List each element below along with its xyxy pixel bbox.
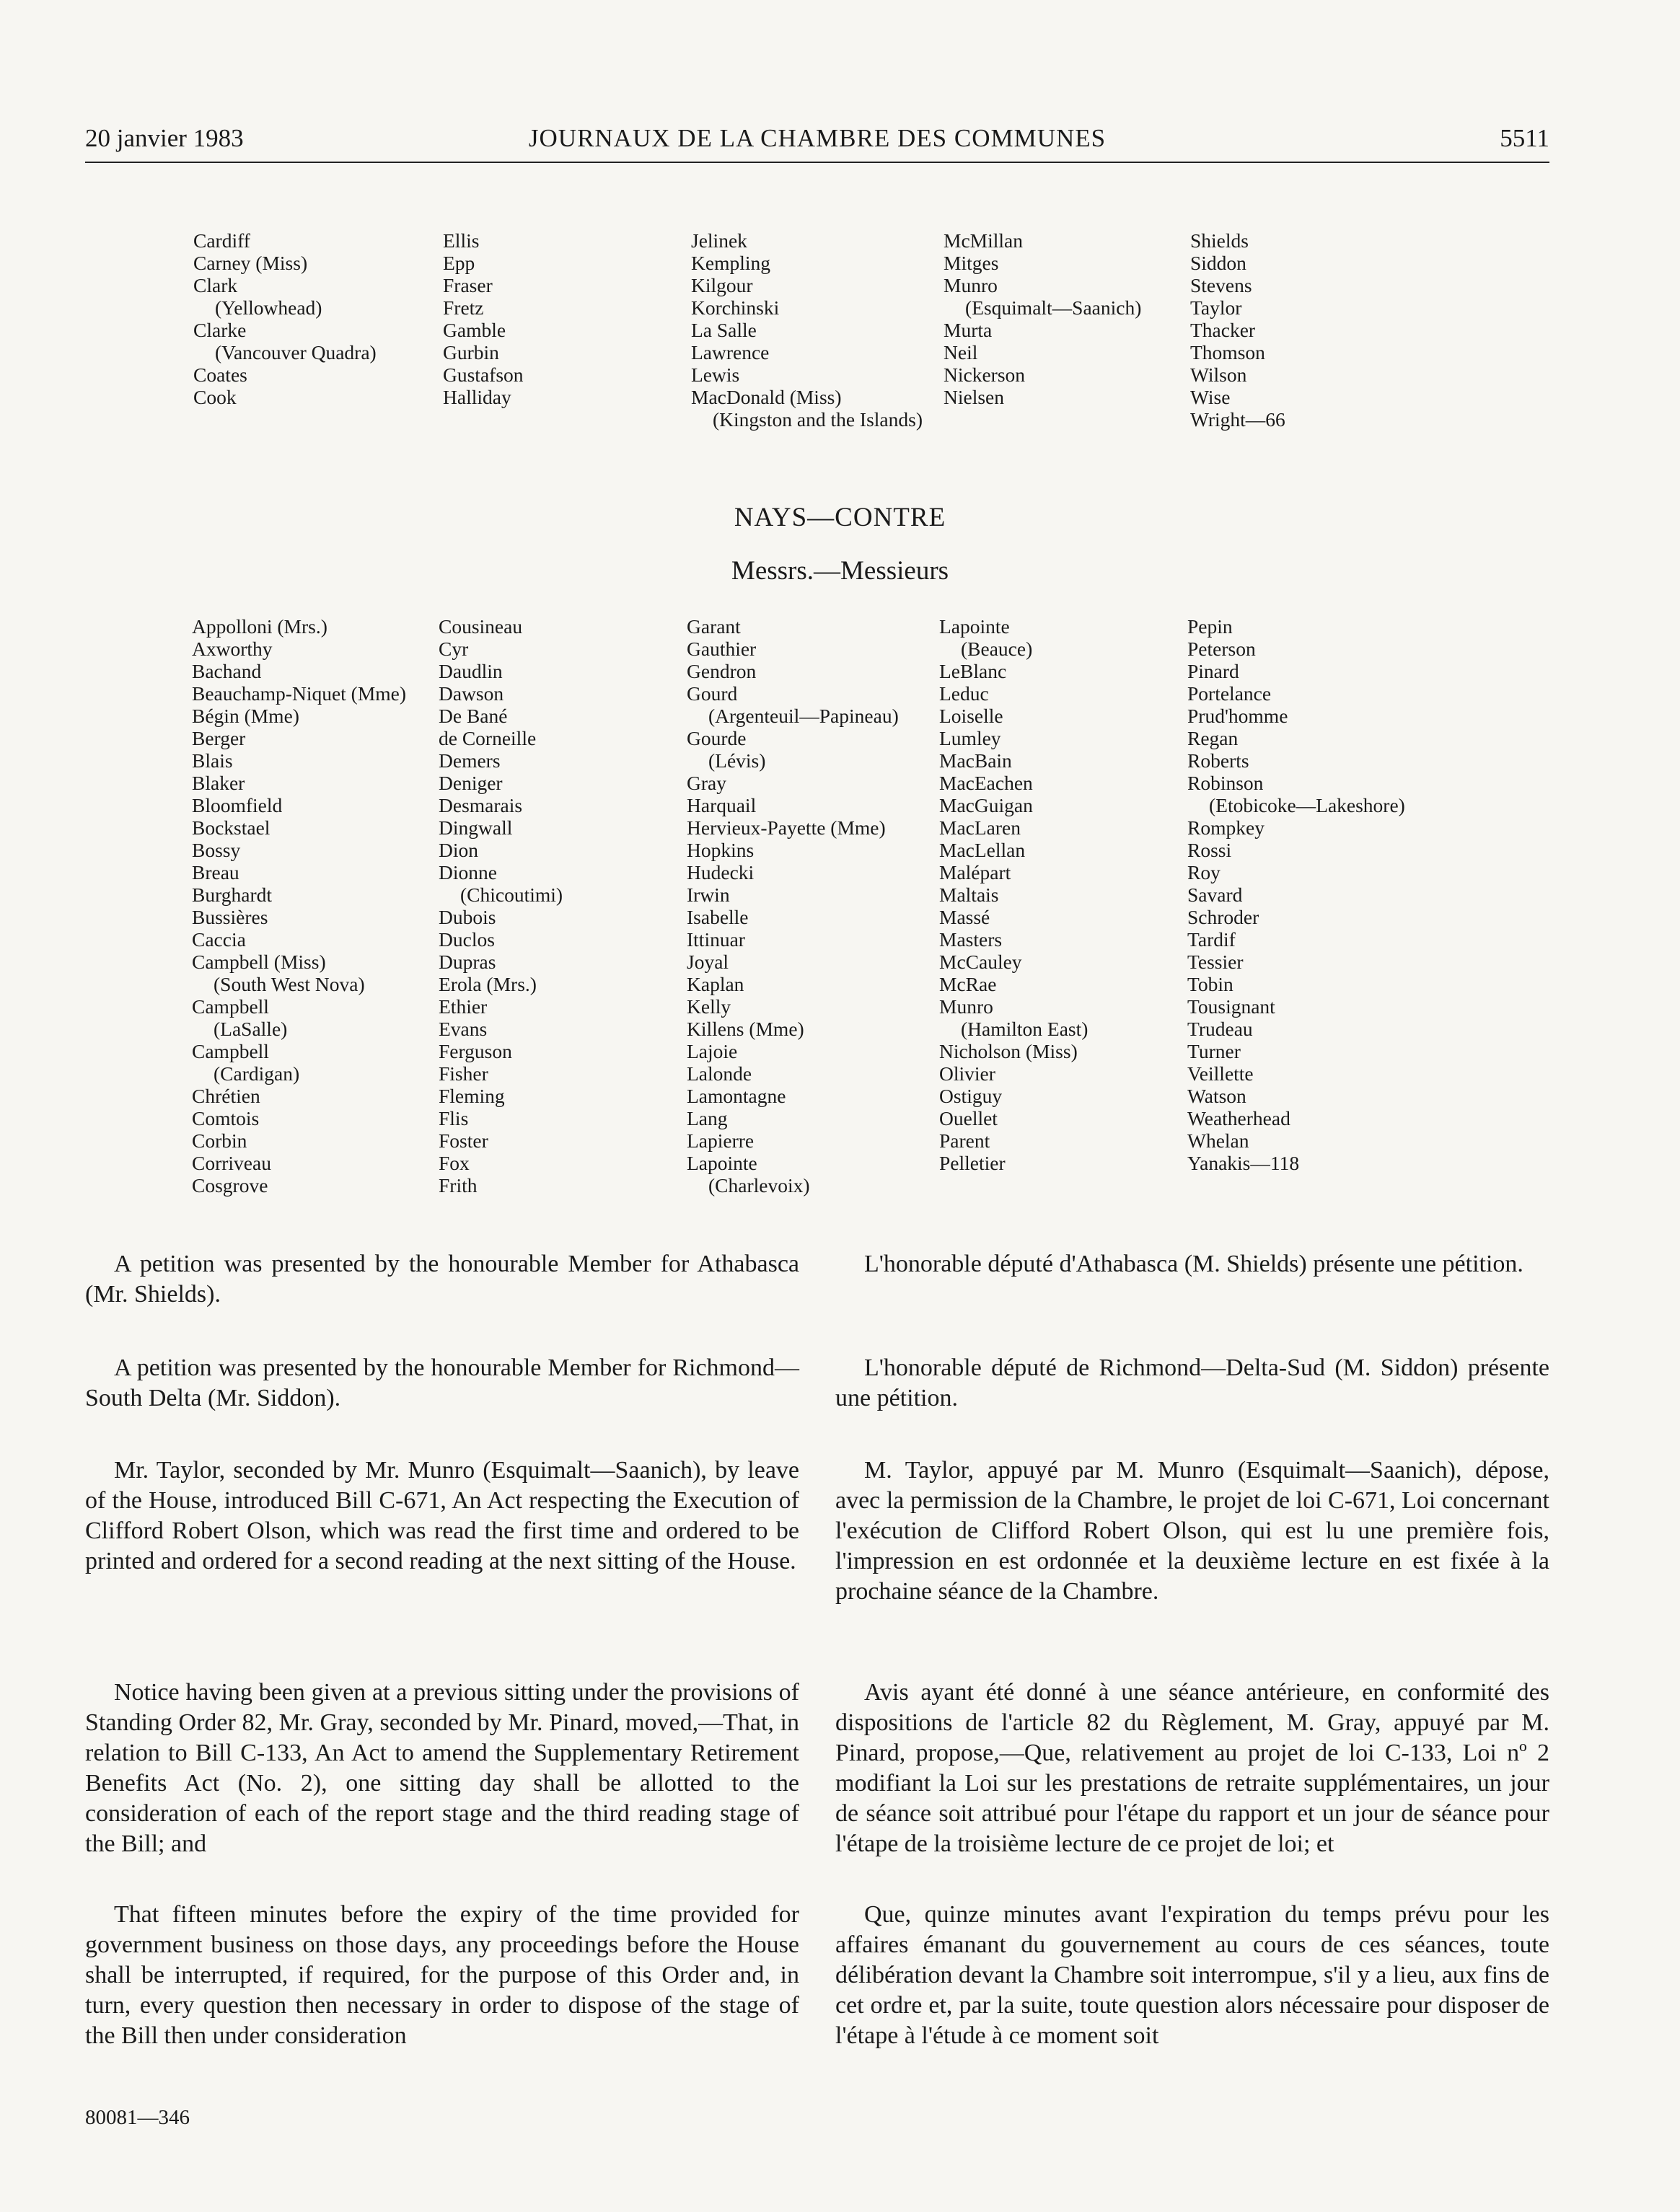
member-name: Desmarais [439,794,523,816]
member-name: Demers [439,749,501,772]
member-name: Appolloni (Mrs.) [192,615,327,638]
member-name: Leduc [939,682,989,705]
member-name: McCauley [939,951,1022,973]
member-name: Tessier [1187,951,1244,973]
nays-column [939,615,1088,1174]
member-name: Roy [1187,861,1221,884]
member-name: Pepin [1187,615,1233,638]
member-name: Pinard [1187,660,1239,682]
member-name: Malépart [939,861,1011,884]
member-name: Gourde [687,727,747,749]
member-name: Gauthier [687,638,757,660]
member-name: Kelly [687,995,731,1018]
member-name: Cardiff [193,229,250,252]
member-name: Epp [443,252,475,274]
member-name: Gray [687,772,726,794]
member-name: Rompkey [1187,816,1265,839]
yeas-column [944,229,1141,408]
nays-list [0,615,1680,1207]
member-name: (Chicoutimi) [460,884,563,906]
member-name: Rossi [1187,839,1232,861]
member-name: Korchinski [691,296,780,319]
paragraph-fr: L'honorable député d'Athabasca (M. Shields) présente une pétition. [864,1251,1523,1277]
member-name: Neil [944,341,978,363]
member-name: Watson [1187,1085,1246,1107]
member-name: Cosgrove [192,1174,268,1197]
member-name: Lapointe [939,615,1010,638]
nays-column [687,615,899,1197]
member-name: Hopkins [687,839,755,861]
member-name: Tobin [1187,973,1233,995]
member-name: (Cardigan) [214,1062,300,1085]
member-name: Clarke [193,319,247,341]
member-name: Mitges [944,252,999,274]
member-name: Dion [439,839,478,861]
member-name: Berger [192,727,246,749]
member-name: Thomson [1190,341,1265,363]
member-name: Bachand [192,660,262,682]
member-name: LeBlanc [939,660,1007,682]
member-name: (Beauce) [961,638,1033,660]
member-name: Lapierre [687,1129,755,1152]
nays-column [439,615,563,1197]
yeas-column [1190,229,1285,431]
member-name: Parent [939,1129,990,1152]
member-name: Murta [944,319,993,341]
member-name: La Salle [691,319,757,341]
nays-column [192,615,406,1197]
member-name: Lumley [939,727,1001,749]
member-name: Gustafson [443,363,524,386]
member-name: Schroder [1187,906,1259,928]
member-name: Tardif [1187,928,1236,951]
yeas-list [0,229,1680,446]
member-name: de Corneille [439,727,537,749]
header-date: 20 janvier 1983 [85,124,244,152]
member-name: Veillette [1187,1062,1254,1085]
member-name: Gamble [443,319,506,341]
member-name: Olivier [939,1062,995,1085]
member-name: Chrétien [192,1085,260,1107]
member-name: Fraser [443,274,493,296]
member-name: Wilson [1190,363,1247,386]
header-title: JOURNAUX DE LA CHAMBRE DES COMMUNES [528,124,1107,152]
member-name: Tousignant [1187,995,1275,1018]
member-name: Gurbin [443,341,499,363]
member-name: Whelan [1187,1129,1249,1152]
member-name: (Kingston and the Islands) [713,408,923,431]
footer-code: 80081—346 [85,2106,190,2129]
member-name: Campbell (Miss) [192,951,326,973]
member-name: Breau [192,861,239,884]
member-name: Irwin [687,884,730,906]
yeas-column [193,229,377,408]
member-name: MacEachen [939,772,1033,794]
member-name: Clark [193,274,238,296]
member-name: Bussières [192,906,268,928]
member-name: Lajoie [687,1040,738,1062]
member-name: Turner [1187,1040,1241,1062]
member-name: Evans [439,1018,488,1040]
member-name: Garant [687,615,741,638]
member-name: Harquail [687,794,757,816]
member-name: MacLaren [939,816,1021,839]
member-name: Lapointe [687,1152,757,1174]
member-name: Blais [192,749,233,772]
member-name: Duclos [439,928,495,951]
nays-heading: NAYS—CONTRE [734,503,946,532]
member-name: Corriveau [192,1152,271,1174]
member-name: Lewis [691,363,740,386]
paragraph-fr: Que, quinze minutes avant l'expiration du temps prévu pour les affaires émanant du gouvernement au cours de ces séances, toute délibération devant la Chambre soit interrompue, s'il y a lieu, aux fins de cet ordre et, par la suite, toute question alors nécessaire pour disposer de l'étape à l'étude à ce moment soit [835,1901,1549,2049]
member-name: Frith [439,1174,478,1197]
member-name: Massé [939,906,990,928]
member-name: Caccia [192,928,246,951]
member-name: Loiselle [939,705,1003,727]
member-name: McMillan [944,229,1023,252]
member-name: Portelance [1187,682,1272,705]
member-name: Bossy [192,839,241,861]
member-name: Foster [439,1129,488,1152]
member-name: Prud'homme [1187,705,1288,727]
member-name: Lalonde [687,1062,752,1085]
member-name: Carney (Miss) [193,252,308,274]
member-name: Nicholson (Miss) [939,1040,1078,1062]
member-name: Lawrence [691,341,770,363]
member-name: Joyal [687,951,729,973]
member-name: Beauchamp-Niquet (Mme) [192,682,407,705]
member-name: Trudeau [1187,1018,1253,1040]
member-name: Campbell [192,995,269,1018]
member-name: Ellis [443,229,480,252]
member-name: Ethier [439,995,488,1018]
member-name: Coates [193,363,247,386]
member-name: Bloomfield [192,794,283,816]
paragraph-en: A petition was presented by the honourable Member for Athabasca (Mr. Shields). [85,1251,799,1308]
member-name: Cyr [439,638,469,660]
member-name: Hervieux-Payette (Mme) [687,816,886,839]
member-name: Campbell [192,1040,269,1062]
member-name: Dingwall [439,816,513,839]
member-name: Savard [1187,884,1243,906]
member-name: McRae [939,973,997,995]
member-name: Roberts [1187,749,1249,772]
member-name: Ouellet [939,1107,998,1129]
page-header [85,121,1549,163]
member-name: Munro [944,274,998,296]
member-name: Deniger [439,772,503,794]
nays-column [1187,615,1405,1174]
paragraph-fr: L'honorable député de Richmond—Delta-Sud (M. Siddon) présente une pétition. [835,1354,1549,1411]
paragraph-fr: Avis ayant été donné à une séance antérieure, en conformité des dispositions de l'article 82 du Règlement, M. Gray, appuyé par M. Pinard, propose,—Que, relativement au projet de loi C-133, Loi nº 2 modifiant la Loi sur les prestations de retraite supplémentaires, un jour de séance soit attribué pour l'étape du rapport et un jour de séance pour l'étape de la troisième lecture de ce projet de loi; et [835,1679,1549,1857]
member-name: (LaSalle) [214,1018,288,1040]
member-name: Bockstael [192,816,271,839]
member-name: Ittinuar [687,928,745,951]
member-name: Fretz [443,296,484,319]
member-name: (Argenteuil—Papineau) [708,705,899,727]
member-name: MacDonald (Miss) [691,386,842,408]
member-name: (Lévis) [708,749,766,772]
member-name: MacLellan [939,839,1026,861]
member-name: MacGuigan [939,794,1033,816]
member-name: Fleming [439,1085,505,1107]
member-name: Isabelle [687,906,749,928]
member-name: Yanakis—118 [1187,1152,1300,1174]
member-name: (Charlevoix) [708,1174,810,1197]
member-name: Flis [439,1107,469,1129]
member-name: Gendron [687,660,757,682]
member-name: Pelletier [939,1152,1006,1174]
member-name: Peterson [1187,638,1256,660]
member-name: (Esquimalt—Saanich) [965,296,1142,319]
member-name: Dubois [439,906,496,928]
member-name: Erola (Mrs.) [439,973,537,995]
member-name: Lang [687,1107,728,1129]
member-name: MacBain [939,749,1012,772]
nays-subheading: Messrs.—Messieurs [731,556,949,586]
member-name: Hudecki [687,861,755,884]
member-name: Robinson [1187,772,1264,794]
member-name: Blaker [192,772,245,794]
member-name: Gourd [687,682,738,705]
paragraph-en: Mr. Taylor, seconded by Mr. Munro (Esquimalt—Saanich), by leave of the House, introduced Bill C-671, An Act respecting the Execution of Clifford Robert Olson, which was read the first time and ordered to be printed and ordered for a second reading at the next sitting of the House. [85,1457,799,1574]
member-name: (Vancouver Quadra) [215,341,377,363]
member-name: Cook [193,386,237,408]
member-name: Munro [939,995,993,1018]
member-name: (South West Nova) [214,973,365,995]
member-name: Halliday [443,386,511,408]
member-name: Dawson [439,682,504,705]
page-number: 5511 [1500,124,1549,152]
member-name: Fisher [439,1062,488,1085]
member-name: (Yellowhead) [215,296,322,319]
member-name: Dupras [439,951,496,973]
yeas-column [691,229,923,431]
member-name: Weatherhead [1187,1107,1290,1129]
member-name: Shields [1190,229,1249,252]
member-name: Dionne [439,861,497,884]
member-name: Kempling [691,252,770,274]
member-name: Daudlin [439,660,503,682]
member-name: Fox [439,1152,470,1174]
member-name: Wise [1190,386,1231,408]
member-name: Burghardt [192,884,273,906]
member-name: Corbin [192,1129,247,1152]
member-name: (Etobicoke—Lakeshore) [1209,794,1405,816]
member-name: Maltais [939,884,999,906]
member-name: Stevens [1190,274,1252,296]
member-name: Kilgour [691,274,753,296]
member-name: Wright—66 [1190,408,1285,431]
member-name: Kaplan [687,973,744,995]
member-name: Thacker [1190,319,1256,341]
member-name: (Hamilton East) [961,1018,1089,1040]
member-name: Comtois [192,1107,260,1129]
member-name: Taylor [1190,296,1242,319]
member-name: Regan [1187,727,1239,749]
yeas-column [443,229,524,408]
member-name: Bégin (Mme) [192,705,299,727]
member-name: Killens (Mme) [687,1018,804,1040]
member-name: Cousineau [439,615,523,638]
member-name: Ostiguy [939,1085,1003,1107]
paragraph-en: That fifteen minutes before the expiry of the time provided for government business on those days, any proceedings before the House shall be interrupted, if required, for the purpose of this Order and, in turn, every question then necessary in order to dispose of the stage of the Bill then under consideration [85,1901,799,2049]
member-name: Axworthy [192,638,273,660]
member-name: De Bané [439,705,508,727]
member-name: Masters [939,928,1003,951]
paragraph-en: Notice having been given at a previous sitting under the provisions of Standing Order 82, Mr. Gray, seconded by Mr. Pinard, moved,—That, in relation to Bill C-133, An Act to amend the Supplementary Retirement Benefits Act (No. 2), one sitting day shall be allotted to the consideration of each of the report stage and the third reading stage of the Bill; and [85,1679,799,1857]
member-name: Lamontagne [687,1085,786,1107]
paragraph-fr: M. Taylor, appuyé par M. Munro (Esquimalt—Saanich), dépose, avec la permission de la Chambre, le projet de loi C-671, Loi concernant l'exécution de Clifford Robert Olson, qui est lu une première fois, l'impression en est ordonnée et la deuxième lecture en est fixée à la prochaine séance de la Chambre. [835,1457,1549,1605]
member-name: Nielsen [944,386,1005,408]
member-name: Jelinek [691,229,747,252]
member-name: Nickerson [944,363,1026,386]
paragraph-en: A petition was presented by the honourable Member for Richmond—South Delta (Mr. Siddon). [85,1354,799,1411]
member-name: Ferguson [439,1040,512,1062]
member-name: Siddon [1190,252,1246,274]
